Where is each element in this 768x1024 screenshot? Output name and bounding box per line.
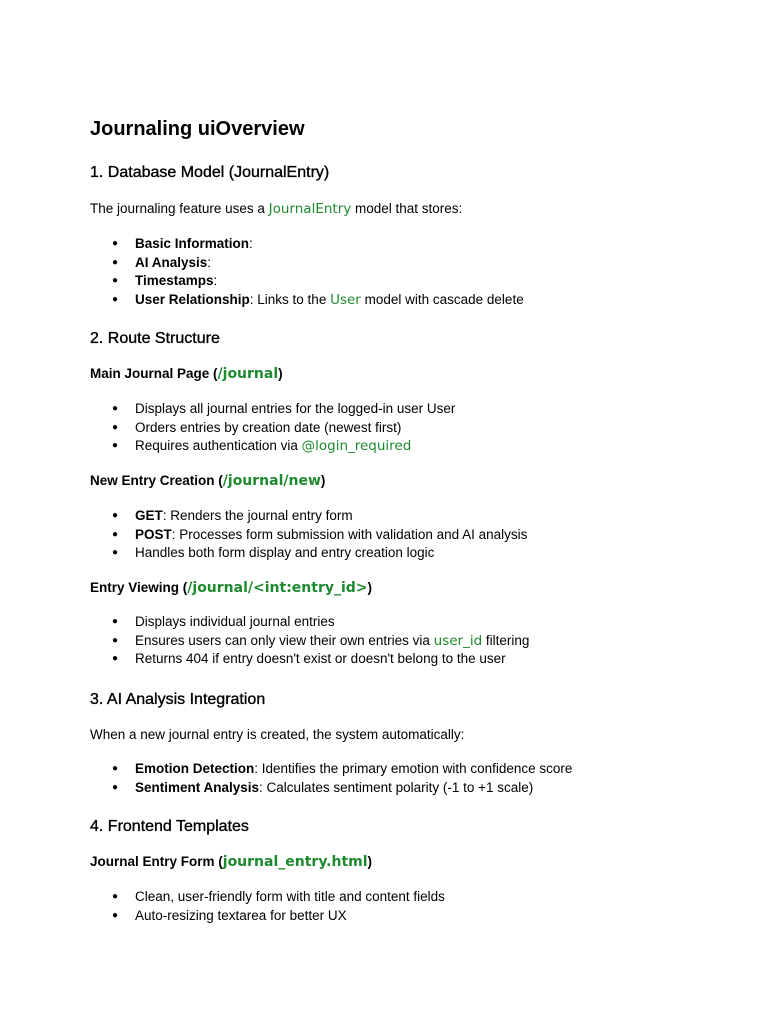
list-item: ● Ensures users can only view their own entries via user_id filtering <box>90 632 529 651</box>
list-item: ● AI Analysis: <box>90 254 524 273</box>
section-heading-frontend-templates: 4. Frontend Templates <box>90 818 249 835</box>
section-intro-paragraph: When a new journal entry is created, the system automatically: <box>90 727 465 742</box>
list-item: ● Emotion Detection: Identifies the primary emotion with confidence score <box>90 760 572 779</box>
route-code-journal: /journal <box>217 366 279 382</box>
new-entry-list <box>90 507 527 563</box>
subheading-entry-viewing: Entry Viewing (/journal/<int:entry_id>) <box>90 580 373 596</box>
list-item: ● Basic Information: <box>90 235 524 254</box>
list-item: ● Returns 404 if entry doesn't exist or doesn't belong to the user <box>90 650 529 669</box>
subheading-new-entry-creation: New Entry Creation (/journal/new) <box>90 473 326 489</box>
list-item: ● Auto-resizing textarea for better UX <box>90 907 445 926</box>
list-item: ● POST: Processes form submission with validation and AI analysis <box>90 526 527 545</box>
route-code-journal-new: /journal/new <box>222 473 321 489</box>
subheading-main-journal-page: Main Journal Page (/journal) <box>90 366 283 382</box>
inline-code-journalentry: JournalEntry <box>268 201 352 217</box>
template-form-list <box>90 888 445 925</box>
list-item: ● User Relationship: Links to the User model with cascade delete <box>90 291 524 310</box>
list-item: ● Displays all journal entries for the logged-in user User <box>90 400 455 419</box>
list-item: ● Displays individual journal entries <box>90 613 529 632</box>
list-item: ● Handles both form display and entry creation logic <box>90 544 527 563</box>
list-item: ● Orders entries by creation date (newest first) <box>90 419 455 438</box>
subheading-journal-entry-form: Journal Entry Form (journal_entry.html) <box>90 854 373 870</box>
list-item: ● Requires authentication via @login_required <box>90 437 455 456</box>
list-item: ● GET: Renders the journal entry form <box>90 507 527 526</box>
section-heading-database-model: 1. Database Model (JournalEntry) <box>90 164 330 181</box>
model-fields-list <box>90 235 524 309</box>
list-item: ● Timestamps: <box>90 272 524 291</box>
route-code-journal-entry-id: /journal/<int:entry_id> <box>187 580 368 596</box>
list-item: ● Clean, user-friendly form with title and content fields <box>90 888 445 907</box>
ai-analysis-list <box>90 760 572 797</box>
list-item: ● Sentiment Analysis: Calculates sentiment polarity (-1 to +1 scale) <box>90 779 572 798</box>
inline-code-user: User <box>330 291 361 308</box>
section-intro-paragraph: The journaling feature uses a JournalEntry model that stores: <box>90 201 463 217</box>
inline-code-login-required: @login_required <box>301 438 412 454</box>
inline-code-user-id: user_id <box>433 632 483 649</box>
entry-viewing-list <box>90 613 529 669</box>
inline-code-template-file: journal_entry.html <box>222 854 368 870</box>
main-page-list <box>90 400 455 456</box>
section-heading-ai-analysis: 3. AI Analysis Integration <box>90 691 266 708</box>
section-heading-route-structure: 2. Route Structure <box>90 330 220 347</box>
document-title: Journaling uiOverview <box>90 118 305 140</box>
